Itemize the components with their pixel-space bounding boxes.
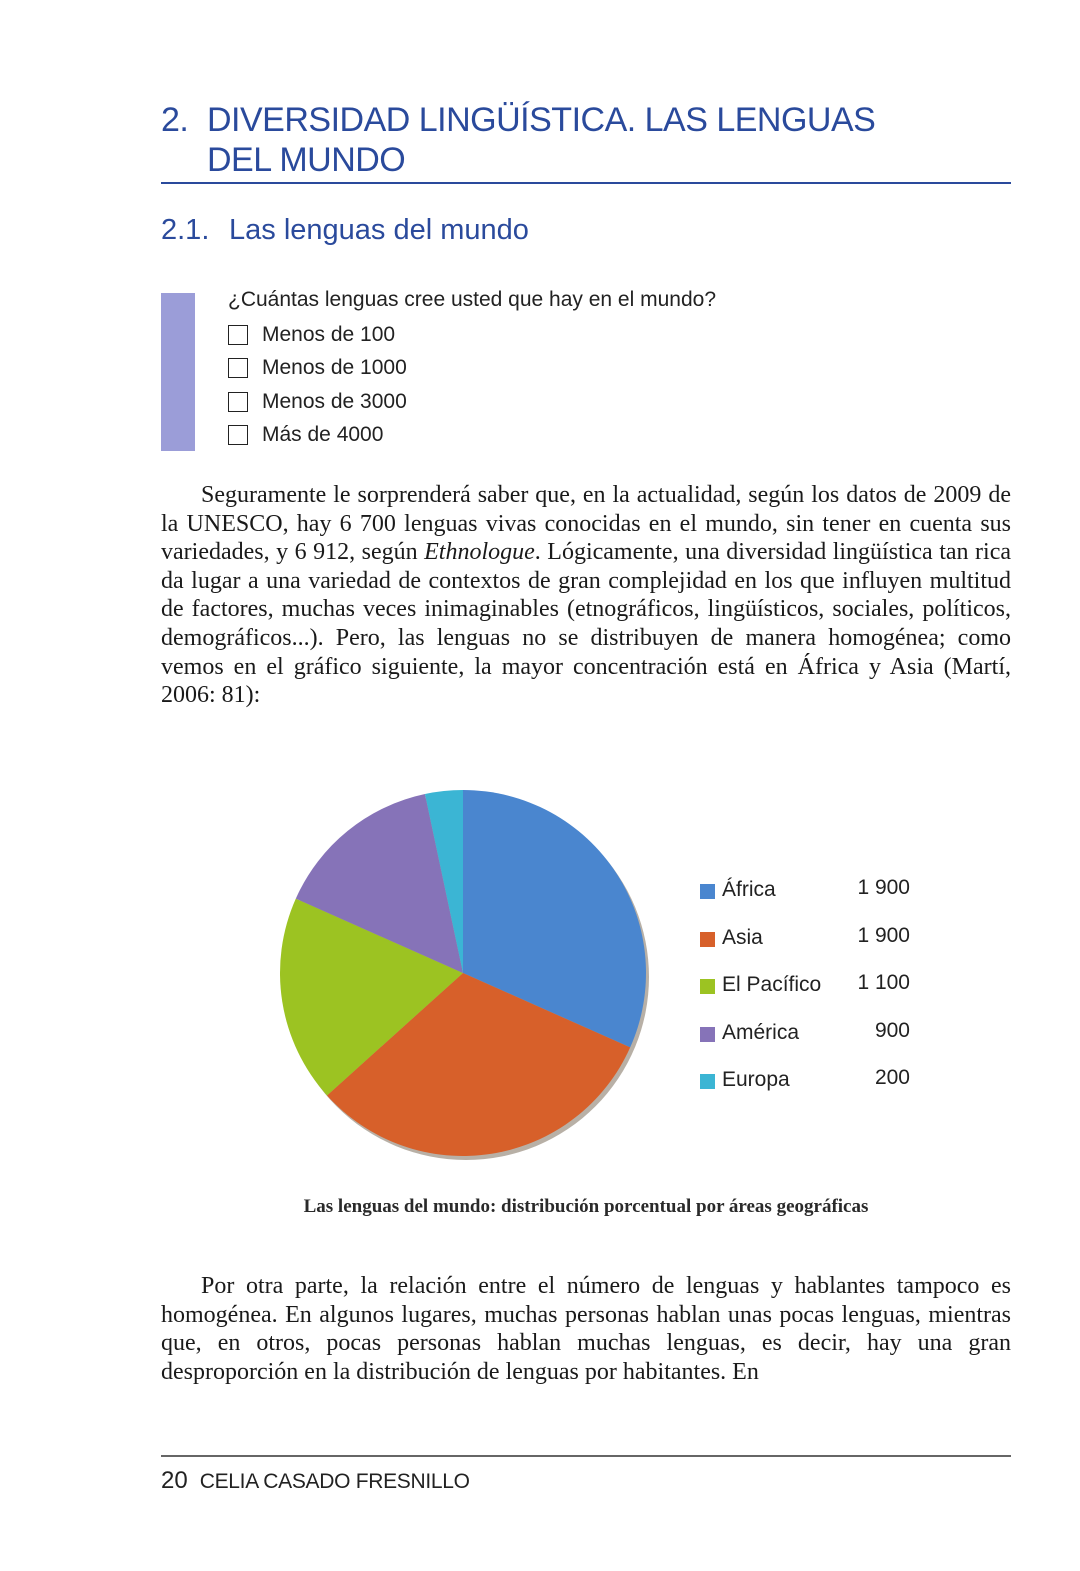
section-title [161,214,529,247]
legend-value: 1 900 [857,876,910,899]
quiz-option-label: Menos de 3000 [262,389,407,413]
legend-value: 200 [874,1066,910,1089]
legend-item [700,971,940,1019]
legend-label: América [722,1020,800,1044]
paragraph1-text-a: Seguramente le sorprenderá saber que, en la actualidad, según los datos de 2009 de la UNESCO, hay 6 700 lenguas vivas conocidas en el mundo, sin tener en cuenta sus variedades, y 6 912, según [161,482,1011,566]
paragraph1-text-b: . Lógicamente, una diversidad lingüística tan rica da lugar a una variedad de contextos de gran complejidad en los que influyen multitud de factores, muchas veces inimaginables (etnográficos, lingüísticos, sociales, políticos, demográficos...). Pero, las lenguas no se distribuyen de manera homogénea; como vemos en el gráfico siguiente, la mayor concentración está en África y Asia (Martí, 2006: 81): [161,539,1011,709]
section-title-text: Las lenguas del mundo [229,214,529,246]
chapter-rule [161,182,1011,184]
checkbox[interactable] [228,425,248,445]
legend-label: Europa [722,1068,790,1091]
checkbox[interactable] [228,392,248,412]
quiz-question: ¿Cuántas lenguas cree usted que hay en el mundo? [228,288,716,311]
footer-author: CELIA CASADO FRESNILLO [199,1470,470,1493]
legend-label: África [722,878,776,901]
legend-item [700,924,940,972]
legend-value: 1 100 [857,971,910,994]
legend-value: 1 900 [857,923,910,947]
legend-swatch [700,1027,715,1042]
legend-item [700,1019,940,1067]
quiz [228,286,716,452]
quiz-option-label: Menos de 1000 [262,356,407,380]
chapter-title-line2: DEL MUNDO [207,141,406,179]
legend-label: Asia [722,925,763,949]
legend-value: 900 [874,1018,910,1042]
quiz-option[interactable] [228,318,716,352]
quiz-option-label: Más de 4000 [262,423,384,447]
footer-rule [161,1455,1011,1457]
legend-swatch [700,979,715,994]
quiz-accent-bar [161,293,195,451]
checkbox[interactable] [228,325,248,345]
body-paragraph-1 [161,481,1011,710]
legend-item [700,1066,940,1114]
page-footer [161,1467,470,1495]
section-number: 2.1. [161,214,210,246]
legend-swatch [700,1074,715,1089]
chart-caption: Las lenguas del mundo: distribución porcentual por áreas geográficas [303,1196,869,1217]
checkbox[interactable] [228,358,248,378]
chapter-number: 2. [161,101,189,139]
legend-item [700,876,940,924]
page-number: 20 [161,1467,188,1494]
legend-swatch [700,932,715,947]
quiz-option[interactable] [228,385,716,419]
body-paragraph-2 [161,1272,1011,1386]
paragraph1-italic: Ethnologue [424,539,535,566]
legend-label: El Pacífico [722,973,822,996]
chapter-title [161,100,1021,180]
chart-legend [700,876,940,1114]
quiz-option[interactable] [228,419,716,453]
quiz-option-label: Menos de 100 [262,322,396,346]
legend-swatch [700,884,715,899]
chapter-title-line1: DIVERSIDAD LINGÜÍSTICA. LAS LENGUAS [207,101,876,139]
paragraph2-text: Por otra parte, la relación entre el número de lenguas y hablantes tampoco es homogénea. En algunos lugares, muchas personas hablan unas pocas lenguas, mientras que, en otros, pocas personas hablan muchas lenguas, es decir, hay una gran desproporción en la distribución de lenguas por habitantes. En [161,1273,1011,1385]
quiz-option[interactable] [228,352,716,386]
